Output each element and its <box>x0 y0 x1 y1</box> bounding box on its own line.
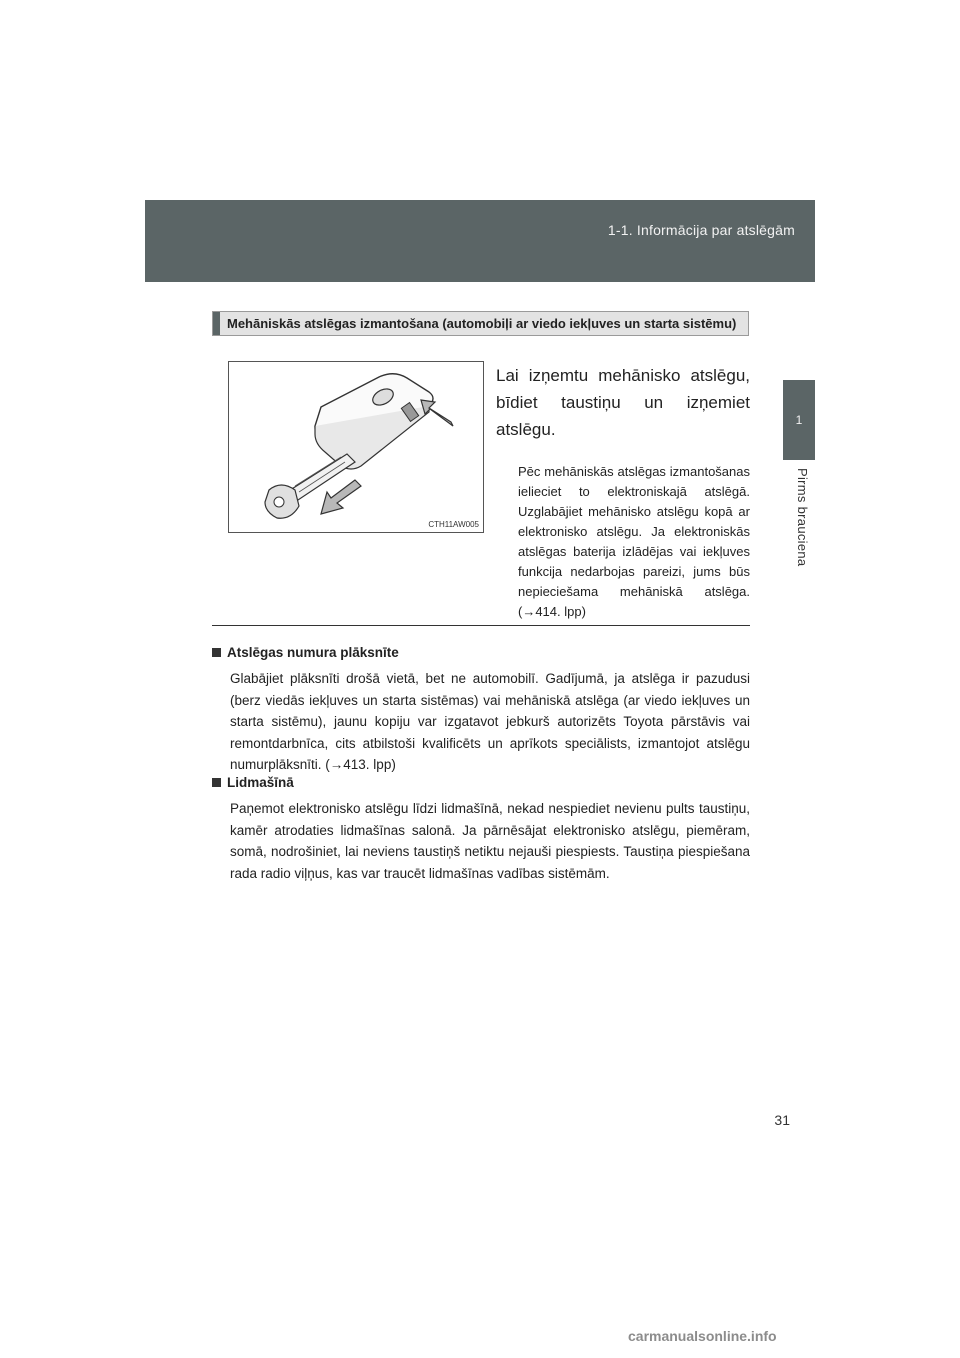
chapter-tab-number: 1 <box>795 413 803 427</box>
section-title: Mehāniskās atslēgas izmantošana (automobiļi ar viedo iekļuves un starta sistēmu) <box>227 316 737 331</box>
section-divider <box>212 625 750 626</box>
instruction-note: Pēc mehāniskās atslēgas izmantošanas ielieciet to elektroniskajā atslēgā. Uzglabājiet mehānisko atslēgu kopā ar elektronisko atslēgu. Ja elektroniskās atslēgas baterija izlādējas vai iekļuves funkcija nedarbojas pareizi, jums būs nepieciešama mehāniskā atslēga. (→414. lpp) <box>518 464 750 619</box>
square-bullet-icon <box>212 648 221 657</box>
chapter-title: 1-1. Informācija par atslēgām <box>607 222 795 238</box>
chapter-tab <box>783 380 815 460</box>
topic-title-text: Lidmašīnā <box>227 775 294 790</box>
instruction-lead: Lai izņemtu mehānisko atslēgu, bīdiet taustiņu un izņemiet atslēgu. <box>496 366 750 439</box>
smart-key-illustration <box>229 362 483 532</box>
chapter-tab-label: Pirms brauciena <box>795 468 810 567</box>
topic-title-number-plate <box>212 645 399 660</box>
key-figure <box>228 361 484 533</box>
figure-code: CTH11AW005 <box>428 520 479 529</box>
topic-title-airplane <box>212 775 294 790</box>
square-bullet-icon <box>212 778 221 787</box>
topic-body-number-plate: Glabājiet plāksnīti drošā vietā, bet ne automobilī. Gadījumā, ja atslēga ir pazudusi (berz viedās iekļuves un starta sistēmas) vai mehāniskā atslēga (ar viedo iekļuves un starta sistēmu), jaunu kopiju var izgatavot jebkurš autorizēts Toyota pārstāvis vai remontdarbnīca, cits atbilstoši kvalificēts un aprīkots speciālists, izmantojot atslēgu numurplāksnīti. (→413. lpp) <box>230 671 750 772</box>
topic-body-airplane: Paņemot elektronisko atslēgu līdzi lidmašīnā, nekad nespiediet nevienu pults taustiņu, kamēr atrodaties lidmašīnas salonā. Ja pārnēsājat elektronisko atslēgu, piemēram, somā, nodrošiniet, lai neviens taustiņš netiktu nejauši piespiests. Taustiņa piespiešana rada radio viļņus, kas var traucēt lidmašīnas vadības sistēmām. <box>230 801 750 881</box>
chapter-header <box>145 200 815 282</box>
topic-title-text: Atslēgas numura plāksnīte <box>227 645 399 660</box>
page-number: 31 <box>774 1112 790 1128</box>
section-header <box>212 311 749 336</box>
watermark-text: carmanualsonline.info <box>628 1328 777 1344</box>
